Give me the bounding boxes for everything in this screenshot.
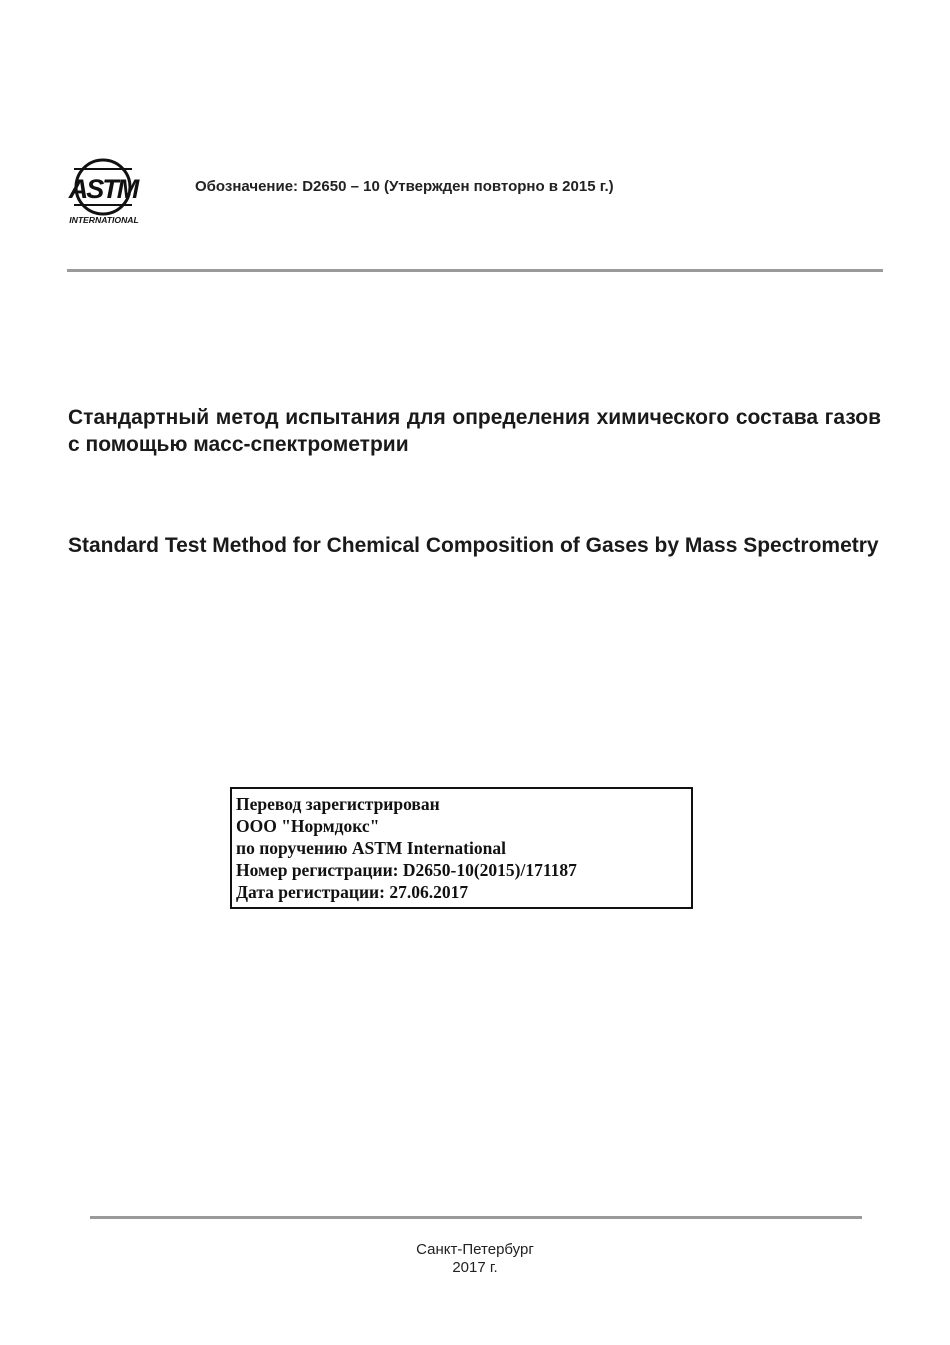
- registration-number: Номер регистрации: D2650-10(2015)/171187: [236, 860, 577, 880]
- registration-date: Дата регистрации: 27.06.2017: [236, 882, 469, 902]
- footer-year: 2017 г.: [452, 1259, 498, 1276]
- document-designation: Обозначение: D2650 – 10 (Утвержден повторно в 2015 г.): [195, 178, 614, 195]
- footer-city: Санкт-Петербург: [416, 1241, 534, 1258]
- top-divider: [67, 269, 883, 272]
- logo-word-text: INTERNATIONAL: [69, 215, 139, 225]
- title-english: Standard Test Method for Chemical Composition of Gases by Mass Spectrometry: [68, 534, 879, 557]
- astm-logo-icon: [66, 157, 142, 227]
- bottom-divider: [90, 1216, 862, 1219]
- registration-lines: [236, 793, 691, 903]
- title-russian: Стандартный метод испытания для определения химического состава газов с помощью масс-спектрометрии: [68, 406, 881, 456]
- registration-box: [230, 787, 693, 909]
- logo-mark-text: ASTM: [68, 174, 138, 204]
- registration-line: по поручению ASTM International: [236, 838, 506, 858]
- registration-line: ООО "Нормдокс": [236, 816, 380, 836]
- astm-logo: [66, 157, 142, 227]
- registration-line: Перевод зарегистрирован: [236, 794, 440, 814]
